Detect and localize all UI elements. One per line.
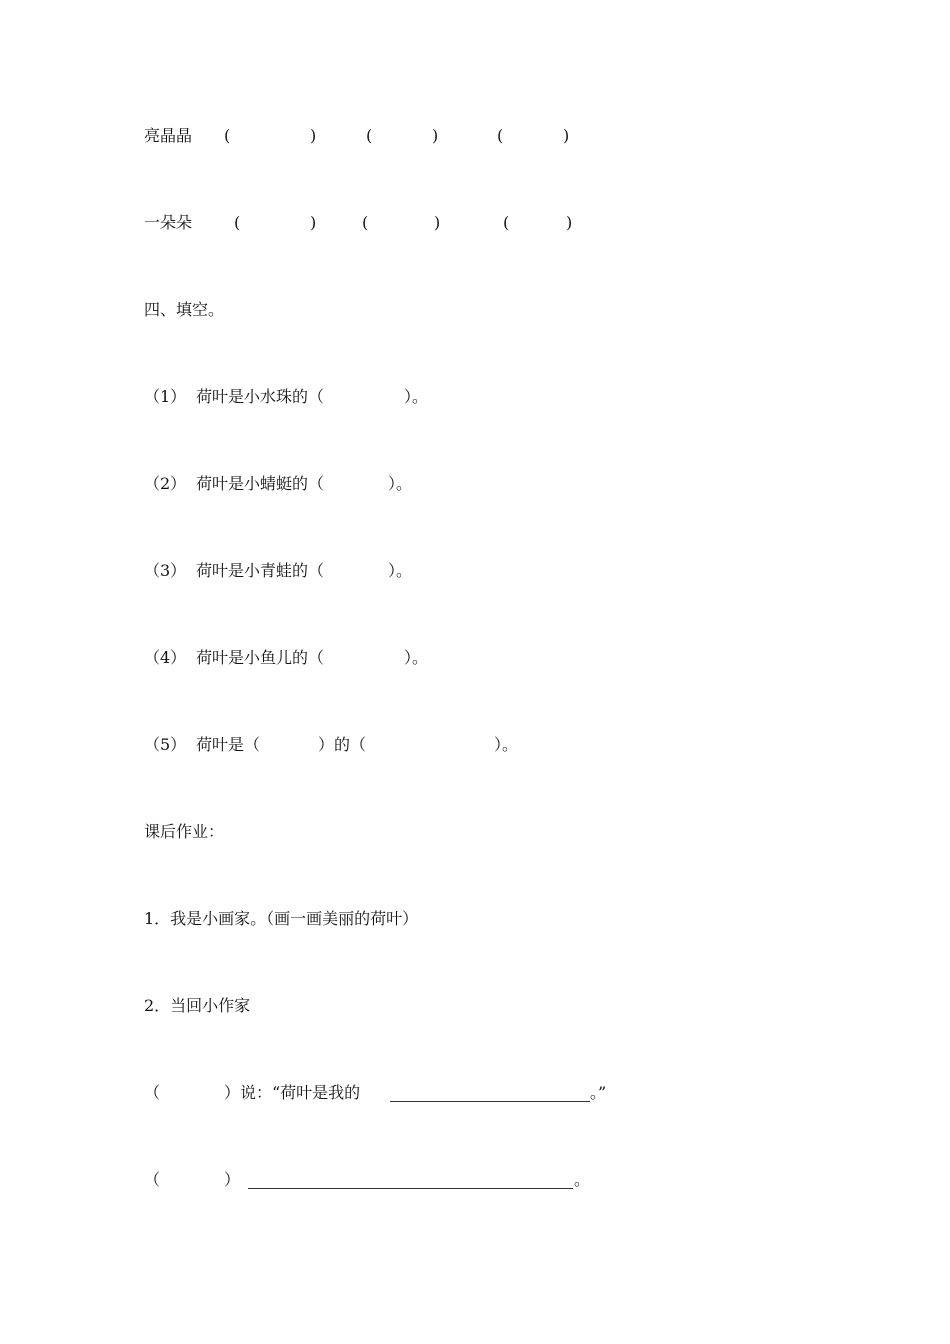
fill-item-5 <box>0 733 519 757</box>
item-number: （4） <box>144 648 187 667</box>
blank-open-paren: ( <box>366 126 373 145</box>
fill-item-4 <box>0 646 429 670</box>
item-mid: ）的（ <box>318 735 367 754</box>
item-close: ）。 <box>388 474 413 493</box>
item-text: 荷叶是（ <box>196 735 261 754</box>
answer-underline <box>248 1188 573 1189</box>
blank-close-paren: ) <box>566 213 573 232</box>
homework-task-1 <box>0 907 419 931</box>
item-text: 荷叶是小水珠的（ <box>196 387 325 406</box>
item-close: ）。 <box>494 735 519 754</box>
answer-underline <box>390 1101 590 1102</box>
word-label: 一朵朵 <box>144 213 193 232</box>
item-text: 荷叶是小青蛙的（ <box>196 561 325 580</box>
fill-item-1 <box>0 385 429 409</box>
item-number: （2） <box>144 474 187 493</box>
blank-open-paren: ( <box>497 126 504 145</box>
writing-end: 。 <box>574 1170 591 1189</box>
blank-open-paren: ( <box>224 126 231 145</box>
word-row-liangjingjing <box>0 124 570 148</box>
task-text: 2．当回小作家 <box>144 996 251 1015</box>
blank-close-paren: ) <box>563 126 570 145</box>
homework-heading: 课后作业： <box>144 822 225 841</box>
blank-close-paren: ) <box>434 213 441 232</box>
blank-open-paren: （ <box>144 1083 161 1102</box>
blank-close-paren: ) <box>310 213 317 232</box>
item-number: （5） <box>144 735 187 754</box>
writing-end: 。” <box>590 1083 607 1102</box>
item-close: ）。 <box>388 561 413 580</box>
writing-line-1 <box>0 1081 607 1105</box>
blank-open-paren: ( <box>234 213 241 232</box>
homework-heading-line <box>0 820 225 844</box>
task-text: 1．我是小画家。（画一画美丽的荷叶） <box>144 909 419 928</box>
blank-open-paren: ( <box>503 213 510 232</box>
item-text: 荷叶是小蜻蜓的（ <box>196 474 325 493</box>
blank-close-paren: ） <box>224 1170 241 1189</box>
word-label: 亮晶晶 <box>144 126 193 145</box>
writing-prompt: ）说：“荷叶是我的 <box>224 1083 361 1102</box>
homework-task-2 <box>0 994 251 1018</box>
fill-item-3 <box>0 559 413 583</box>
item-close: ）。 <box>404 648 429 667</box>
word-row-yiduoduo <box>0 211 573 235</box>
item-number: （3） <box>144 561 187 580</box>
blank-open-paren: ( <box>362 213 369 232</box>
blank-close-paren: ) <box>310 126 317 145</box>
section-heading: 四、填空。 <box>144 300 225 319</box>
section-heading-fill-blanks <box>0 298 225 322</box>
fill-item-2 <box>0 472 413 496</box>
blank-open-paren: （ <box>144 1170 161 1189</box>
item-text: 荷叶是小鱼儿的（ <box>196 648 325 667</box>
item-number: （1） <box>144 387 187 406</box>
blank-close-paren: ) <box>432 126 439 145</box>
writing-line-2 <box>0 1168 591 1192</box>
item-close: ）。 <box>404 387 429 406</box>
